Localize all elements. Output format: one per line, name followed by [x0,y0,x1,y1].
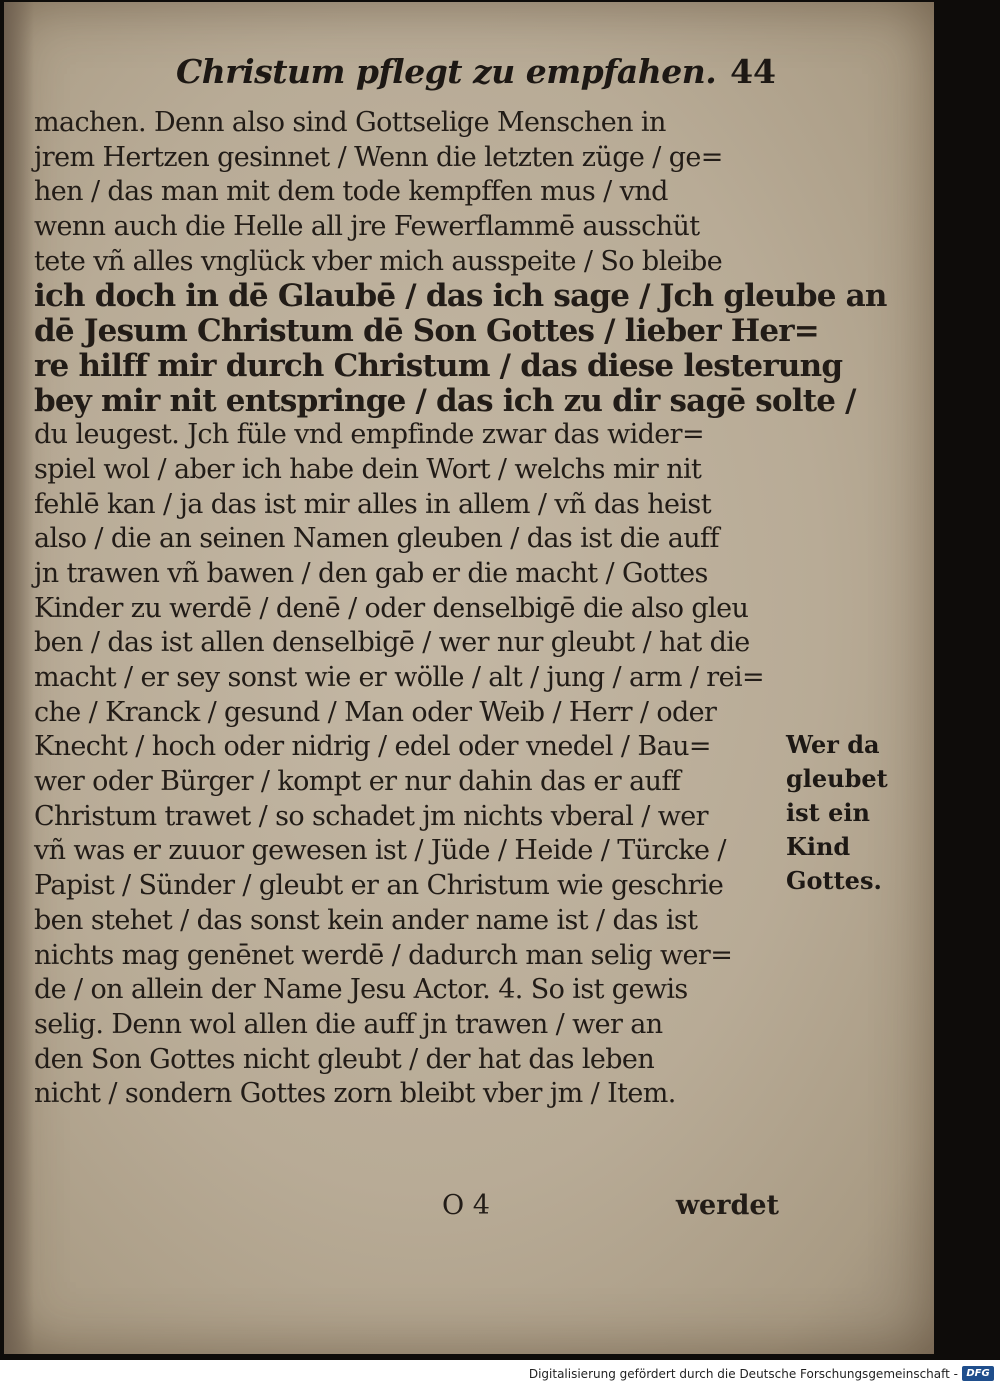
text-line: selig. Denn wol allen die auff jn trawen / wer an [34,1008,663,1040]
text-line: Christum trawet / so schadet jm nichts vberal / wer [34,800,708,832]
marginal-note-line: Kind [786,832,851,861]
catchword: werdet [675,1190,779,1221]
page-header [176,52,776,100]
text-line: nichts mag genēnet werdē / dadurch man selig wer= [34,939,733,971]
text-line: fehlē kan / ja das ist mir alles in allem / vñ das heist [34,488,711,520]
text-line: du leugest. Jch füle vnd empfinde zwar das wider= [34,419,705,451]
marginal-note-line: Wer da [786,730,880,759]
text-line: de / on allein der Name Jesu Actor. 4. So ist gewis [34,974,688,1006]
text-line: Kinder zu werdē / denē / oder denselbigē die also gleu [34,592,749,624]
text-line: che / Kranck / gesund / Man oder Weib / Herr / oder [34,696,717,728]
page-number: 44 [730,52,776,91]
marginal-note-line: Gottes. [786,866,882,895]
text-line: spiel wol / aber ich habe dein Wort / welchs mir nit [34,453,702,485]
text-line: jn trawen vñ bawen / den gab er die macht / Gottes [34,557,708,589]
text-line: machen. Denn also sind Gottselige Menschen in [34,107,666,138]
text-line: Knecht / hoch oder nidrig / edel oder vnedel / Bau= [34,731,711,763]
text-line: Papist / Sünder / gleubt er an Christum wie geschrie [34,870,724,902]
text-line: ben stehet / das sonst kein ander name ist / das ist [34,904,698,936]
dfg-logo: DFG [962,1366,994,1381]
text-line: nicht / sondern Gottes zorn bleibt vber jm / Item. [34,1078,676,1110]
page-gutter-shadow [4,2,34,1354]
marginal-note [786,728,916,898]
page-footer [34,1190,779,1230]
text-line: hen / das man mit dem tode kempffen mus / vnd [34,176,668,208]
text-line: dē Jesum Christum dē Son Gottes / lieber Her= [34,313,819,350]
marginal-note-line: gleubet [786,764,888,793]
marginal-note-line: ist ein [786,798,870,827]
text-line: also / die an seinen Namen gleuben / das ist die auff [34,523,719,555]
funding-credit: Digitalisierung gefördert durch die Deutsche Forschungsgemeinschaft - [528,1367,958,1381]
credit-bar [0,1360,1000,1388]
text-line: wenn auch die Helle all jre Fewerflammē ausschüt [34,211,700,243]
text-line: tete vñ alles vnglück vber mich ausspeite / So bleibe [34,245,723,277]
text-line: ich doch in dē Glaubē / das ich sage / Jch gleube an [34,278,887,315]
text-line: re hilff mir durch Christum / das diese lesterung [34,347,843,384]
text-line: bey mir nit entspringe / das ich zu dir sagē solte / [34,382,856,419]
text-line: macht / er sey sonst wie er wölle / alt / jung / arm / rei= [34,662,765,693]
text-line: wer oder Bürger / kompt er nur dahin das er auff [34,766,681,798]
signature-mark: O 4 [442,1190,490,1221]
text-line: ben / das ist allen denselbigē / wer nur gleubt / hat die [34,627,750,659]
text-line: vñ was er zuuor gewesen ist / Jüde / Heide / Türcke / [34,835,726,867]
text-line: jrem Hertzen gesinnet / Wenn die letzten züge / ge= [34,141,723,173]
running-title: Christum pflegt zu empfahen. [176,52,717,91]
book-page [4,2,934,1354]
text-line: den Son Gottes nicht gleubt / der hat das leben [34,1043,655,1075]
